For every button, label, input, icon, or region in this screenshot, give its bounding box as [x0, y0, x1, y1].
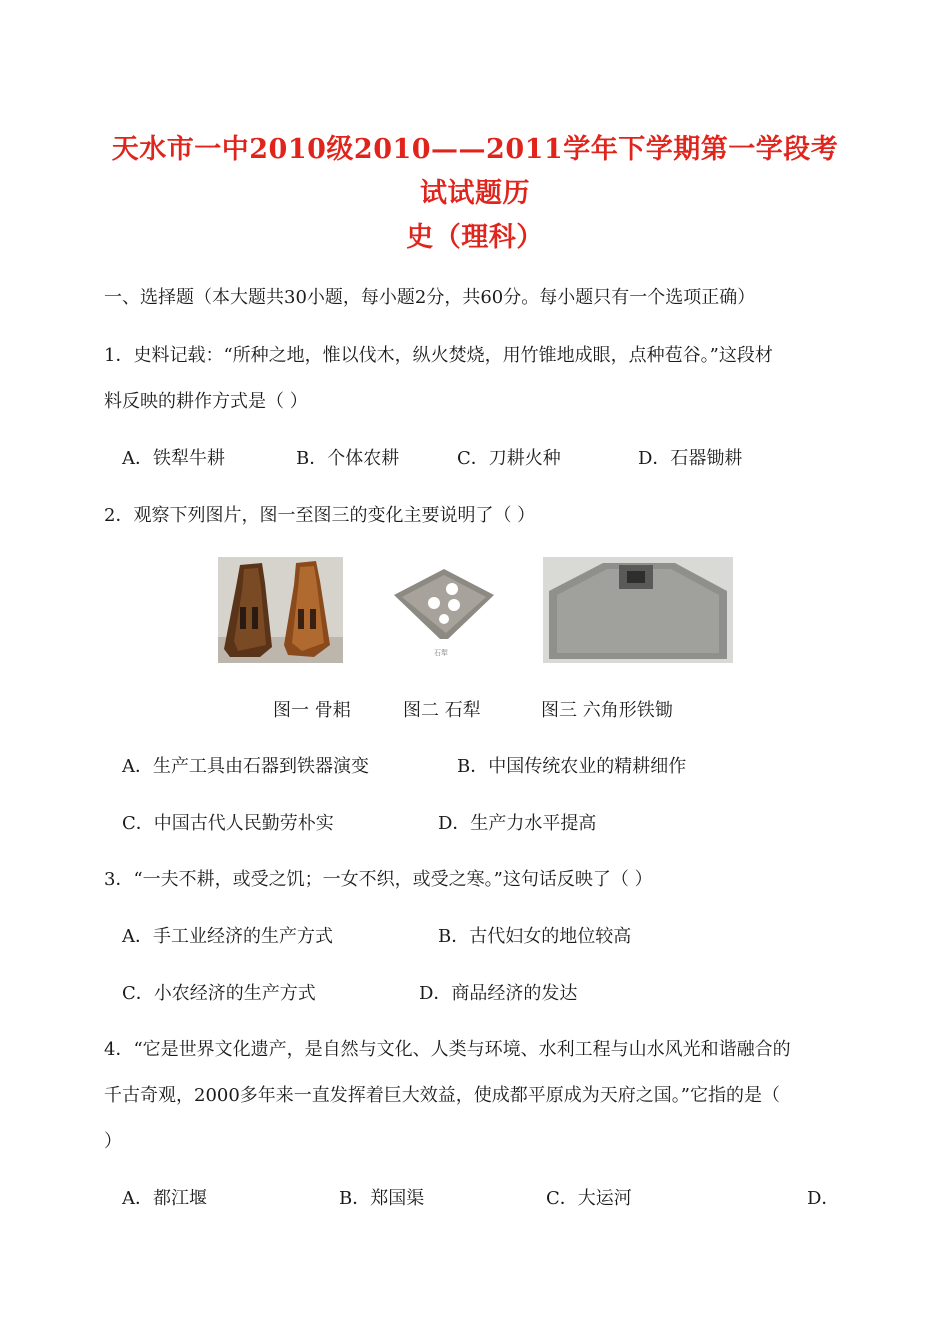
question-4-line-1: 4．“它是世界文化遗产，是自然与文化、人类与环境、水利工程与山水风光和谐融合的 [104, 1039, 791, 1060]
question-4-line-3: ） [104, 1131, 122, 1152]
question-4-option-a: A．都江堰 [122, 1188, 207, 1209]
figure-bone-spade-image [218, 557, 343, 663]
question-3-option-d: D．商品经济的发达 [419, 983, 578, 1004]
question-1-line-1: 1．史料记载：“所种之地，惟以伐木，纵火焚烧，用竹锥地成眼，点种苞谷。”这段材 [104, 345, 773, 366]
figure-3-caption: 图三 六角形铁锄 [541, 700, 673, 721]
question-4-line-2: 千古奇观，2000多年来一直发挥着巨大效益，使成都平原成为天府之国。”它指的是（ [104, 1085, 781, 1106]
question-1-line-2: 料反映的耕作方式是（ ） [104, 391, 308, 412]
question-3-option-a: A．手工业经济的生产方式 [122, 926, 333, 947]
title-line-2: 史（理科） [406, 222, 544, 253]
figure-iron-hoe-image [543, 557, 733, 663]
title-line-1: 天水市一中2010级2010——2011学年下学期第一学段考试试题历 [111, 134, 839, 209]
question-1-option-a: A．铁犁牛耕 [122, 448, 225, 469]
question-3-line-1: 3．“一夫不耕，或受之饥；一女不织，或受之寒。”这句话反映了（ ） [104, 869, 653, 890]
figure-1-caption: 图一 骨耜 [273, 700, 351, 721]
question-4-option-d: D． [807, 1188, 840, 1209]
question-2-option-c: C．中国古代人民勤劳朴实 [122, 813, 334, 834]
question-4-option-c: C．大运河 [546, 1188, 632, 1209]
question-2-option-d: D．生产力水平提高 [438, 813, 597, 834]
question-1-option-d: D．石器锄耕 [638, 448, 743, 469]
question-3-option-b: B．古代妇女的地位较高 [438, 926, 632, 947]
question-4-option-b: B．郑国渠 [339, 1188, 425, 1209]
document-title [100, 128, 850, 260]
question-2-option-a: A．生产工具由石器到铁器演变 [122, 756, 369, 777]
question-1-option-c: C．刀耕火种 [457, 448, 561, 469]
stone-plough-inner-label: 石犁 [434, 649, 448, 657]
question-1-option-b: B．个体农耕 [296, 448, 400, 469]
question-2-line-1: 2．观察下列图片，图一至图三的变化主要说明了（ ） [104, 505, 536, 526]
figure-stone-plough-image [382, 557, 506, 663]
question-2-option-b: B．中国传统农业的精耕细作 [457, 756, 687, 777]
question-3-option-c: C．小农经济的生产方式 [122, 983, 316, 1004]
figure-2-caption: 图二 石犁 [403, 700, 481, 721]
section-heading: 一、选择题（本大题共30小题，每小题2分，共60分。每小题只有一个选项正确） [104, 287, 756, 308]
